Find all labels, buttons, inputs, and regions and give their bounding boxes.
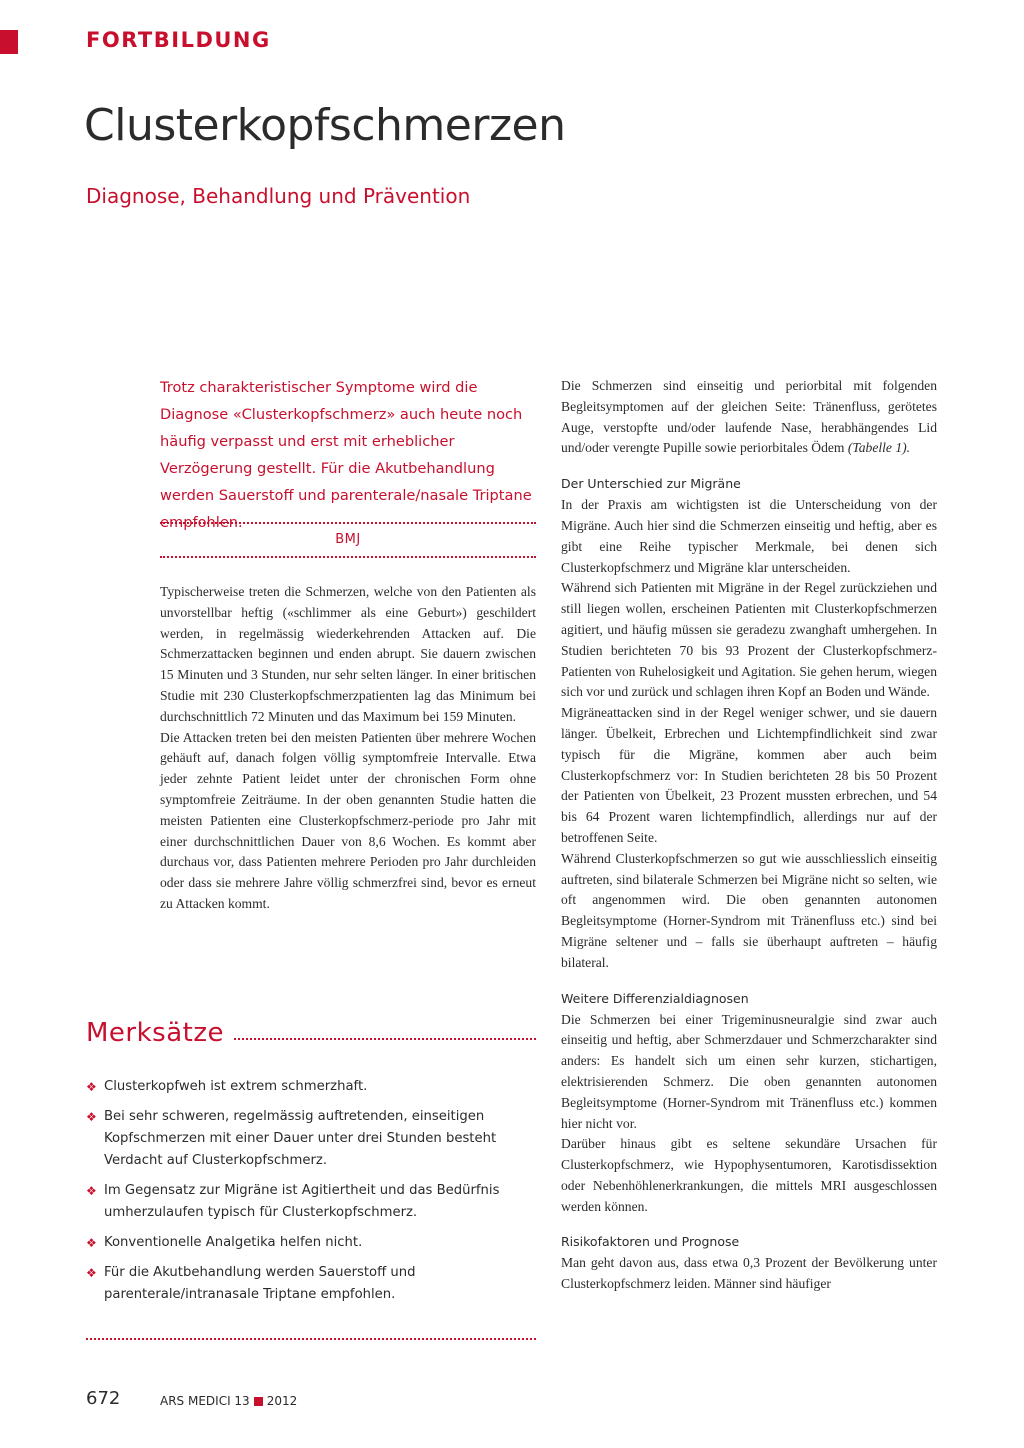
- list-item-text: Bei sehr schweren, regelmässig auftretenden, einseitigen Kopfschmerzen mit einer Dauer unter drei Stunden besteht Verdacht auf Clusterkopfschmerz.: [104, 1109, 497, 1168]
- body-paragraph: Die Attacken treten bei den meisten Patienten über mehrere Wochen gehäuft auf, danach folgen völlig symptomfreie Intervalle. Etwa jeder zehnte Patient leidet unter der chronischen Form ohne symptomfreie Zeiträume. In der oben genannten Studie hatten die meisten Patienten eine Clusterkopfschmerz-periode pro Jahr mit einer durchschnittlichen Dauer von 8,6 Wochen. Es kommt aber durchaus vor, dass Patienten mehrere Perioden pro Jahr durchleiden oder dass sie mehrere Jahre völlig schmerzfrei sind, bevor es erneut zu Attacken kommt.: [160, 729, 536, 911]
- list-item: [86, 1262, 532, 1306]
- right-column: [561, 376, 937, 1295]
- list-item-text: Für die Akutbehandlung werden Sauerstoff und parenterale/intranasale Triptane empfohlen.: [104, 1265, 416, 1302]
- source-label: BMJ: [335, 532, 361, 547]
- merksaetze-title: Merksätze: [86, 1018, 224, 1048]
- body-paragraph: In der Praxis am wichtigsten ist die Unterscheidung von der Migräne. Auch hier sind die Schmerzen einseitig und heftig, aber es gibt eine Reihe typischer Merkmale, bei denen sich Clusterkopfschmerz und Migräne klar unterscheiden.: [561, 497, 937, 575]
- body-paragraph: Man geht davon aus, dass etwa 0,3 Prozent der Bevölkerung unter Clusterkopfschmerz leiden. Männer sind häufiger: [561, 1255, 937, 1292]
- section-heading: Weitere Differenzialdiagnosen: [561, 990, 749, 1006]
- article-title: Clusterkopfschmerzen: [84, 100, 566, 151]
- merksaetze-bottom-divider: [86, 1338, 536, 1340]
- body-paragraph: [561, 376, 937, 459]
- square-separator-icon: [254, 1397, 263, 1406]
- body-paragraph: Darüber hinaus gibt es seltene sekundäre Ursachen für Clusterkopfschmerz, wie Hypophysentumoren, Karotisdissektion oder Nebenhöhlenerkrankungen, die mittels MRI ausgeschlossen werden können.: [561, 1136, 937, 1214]
- body-paragraph: Während sich Patienten mit Migräne in der Regel zurückziehen und still liegen wollen, erscheinen Patienten mit Clusterkopfschmerzen agitiert, und häufig müssen sie geradezu zwanghaft umhergehen. In Studien berichteten 70 bis 93 Prozent der Clusterkopfschmerz-Patienten von Ruhelosigkeit und Agitation. Sie gehen herum, wiegen sich vor und zurück und schlagen ihren Kopf an Boden und Wände.: [561, 580, 937, 700]
- list-item: [86, 1232, 532, 1254]
- section-heading: Risikofaktoren und Prognose: [561, 1234, 740, 1250]
- lead-divider-bottom: [160, 556, 536, 558]
- lead-divider-top: [160, 522, 536, 524]
- page-number: 672: [86, 1388, 121, 1409]
- merksaetze-header: [86, 1018, 536, 1048]
- section-marker: [0, 30, 18, 54]
- diamond-bullet-icon: ❖: [86, 1184, 97, 1198]
- journal-footer: [160, 1394, 297, 1408]
- left-column: [160, 582, 536, 915]
- body-paragraph: Typischerweise treten die Schmerzen, welche von den Patienten als unvorstellbar heftig («schlimmer als eine Geburt») geschildert werden, in regelmässig wiederkehrenden Attacken auf. Die Schmerzattacken beginnen und enden abrupt. Sie dauern zwischen 15 Minuten und 3 Stunden, nur sehr selten länger. In einer britischen Studie mit 230 Clusterkopfschmerzpatienten lag das Minimum bei durchschnittlich 72 Minuten und das Maximum bei 159 Minuten.: [160, 584, 536, 724]
- list-item: [86, 1180, 532, 1224]
- list-item: [86, 1076, 532, 1098]
- diamond-bullet-icon: ❖: [86, 1080, 97, 1094]
- list-item: [86, 1106, 532, 1172]
- diamond-bullet-icon: ❖: [86, 1110, 97, 1124]
- diamond-bullet-icon: ❖: [86, 1236, 97, 1250]
- list-item-text: Clusterkopfweh ist extrem schmerzhaft.: [104, 1079, 368, 1094]
- table-reference: (Tabelle 1).: [847, 440, 911, 456]
- lead-paragraph: Trotz charakteristischer Symptome wird die Diagnose «Clusterkopfschmerz» auch heute noch häufig verpasst und erst mit erheblicher Verzögerung gestellt. Für die Akutbehandlung werden Sauerstoff und parenterale/nasale Triptane empfohlen.: [160, 379, 532, 531]
- diamond-bullet-icon: ❖: [86, 1266, 97, 1280]
- merksaetze-divider: [234, 1038, 536, 1040]
- list-item-text: Konventionelle Analgetika helfen nicht.: [104, 1235, 363, 1250]
- section-heading: Der Unterschied zur Migräne: [561, 476, 741, 492]
- body-paragraph: Die Schmerzen bei einer Trigeminusneuralgie sind zwar auch einseitig und heftig, aber Schmerzdauer und Schmerzcharakter sind anders: Es handelt sich um einen sehr kurzen, stichartigen, elektrisierenden Schmerz. Die oben genannten autonomen Begleitsymptome (Horner-Syndrom mit Tränenfluss etc.) kommen hier nicht vor.: [561, 1011, 937, 1131]
- journal-name: ARS MEDICI 13: [160, 1394, 250, 1408]
- list-item-text: Im Gegensatz zur Migräne ist Agitiertheit und das Bedürfnis umherzulaufen typisch für Clusterkopfschmerz.: [104, 1183, 500, 1220]
- body-paragraph: Migräneattacken sind in der Regel weniger schwer, und sie dauern länger. Übelkeit, Erbrechen und Lichtempfindlichkeit sind zwar typisch für die Migräne, kommen aber auch beim Clusterkopfschmerz vor: In Studien berichteten 28 bis 50 Prozent der Patienten von Übelkeit, 23 Prozent mussten erbrechen, und 54 bis 64 Prozent waren lichtempfindlich, allerdings nur auf der betroffenen Seite.: [561, 705, 937, 845]
- body-text: Die Schmerzen sind einseitig und periorbital mit folgenden Begleitsymptomen auf der gleichen Seite: Tränenfluss, gerötetes Auge, verstopfte und/oder laufende Nase, herabhängendes Lid und/oder verengte Pupille sowie periorbitales Ödem: [561, 378, 937, 456]
- body-paragraph: Während Clusterkopfschmerzen so gut wie ausschliesslich einseitig auftreten, sind bilaterale Schmerzen bei Migräne nicht so selten, wie oft angenommen wird. Die oben genannten autonomen Begleitsymptome (Horner-Syndrom mit Tränenfluss etc.) sind bei Migräne seltener und – falls sie überhaupt auftreten – häufig bilateral.: [561, 850, 937, 970]
- merksaetze-list: [86, 1076, 532, 1314]
- section-label: FORTBILDUNG: [86, 28, 271, 52]
- article-subtitle: Diagnose, Behandlung und Prävention: [86, 184, 471, 208]
- journal-year: 2012: [266, 1394, 298, 1408]
